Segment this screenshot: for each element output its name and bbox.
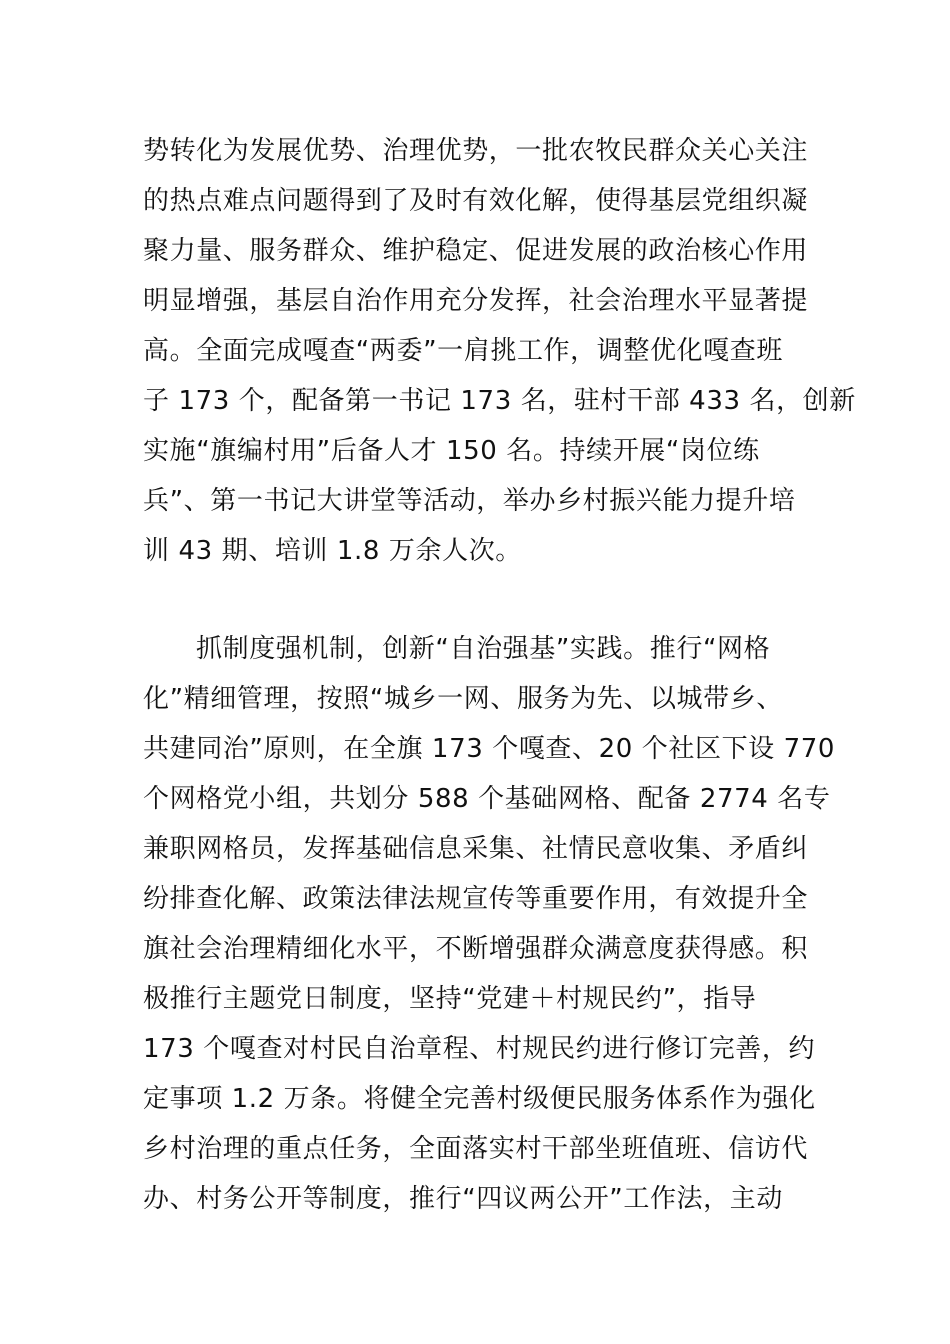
text-line: 兼职网格员，发挥基础信息采集、社情民意收集、矛盾纠 (143, 834, 809, 864)
text-line: 共建同治”原则，在全旗 173 个嘎查、20 个社区下设 770 (143, 734, 836, 764)
text-line: 化”精细管理，按照“城乡一网、服务为先、以城带乡、 (143, 684, 783, 714)
text-line: 兵”、第一书记大讲堂等活动，举办乡村振兴能力提升培 (143, 486, 796, 516)
text-line: 子 173 个，配备第一书记 173 名，驻村干部 433 名，创新 (143, 386, 856, 416)
text-line: 势转化为发展优势、治理优势，一批农牧民群众关心关注 (143, 136, 809, 166)
text-line: 定事项 1.2 万条。将健全完善村级便民服务体系作为强化 (143, 1084, 816, 1114)
text-line: 极推行主题党日制度，坚持“党建＋村规民约”，指导 (143, 984, 757, 1014)
text-line: 个网格党小组，共划分 588 个基础网格、配备 2774 名专 (143, 784, 831, 814)
text-line: 办、村务公开等制度，推行“四议两公开”工作法，主动 (143, 1184, 783, 1214)
text-line: 明显增强，基层自治作用充分发挥，社会治理水平显著提 (143, 286, 809, 316)
text-line: 旗社会治理精细化水平，不断增强群众满意度获得感。积 (143, 934, 809, 964)
text-line: 高。全面完成嘎查“两委”一肩挑工作，调整优化嘎查班 (143, 336, 783, 366)
text-line: 训 43 期、培训 1.8 万余人次。 (143, 536, 522, 566)
text-line: 聚力量、服务群众、维护稳定、促进发展的政治核心作用 (143, 236, 809, 266)
text-line: 抓制度强机制，创新“自治强基”实践。推行“网格 (196, 634, 771, 664)
text-line: 的热点难点问题得到了及时有效化解，使得基层党组织凝 (143, 186, 809, 216)
text-line: 实施“旗编村用”后备人才 150 名。持续开展“岗位练 (143, 436, 760, 466)
text-line: 乡村治理的重点任务，全面落实村干部坐班值班、信访代 (143, 1134, 809, 1164)
text-line: 纷排查化解、政策法律法规宣传等重要作用，有效提升全 (143, 884, 809, 914)
text-line: 173 个嘎查对村民自治章程、村规民约进行修订完善，约 (143, 1034, 816, 1064)
